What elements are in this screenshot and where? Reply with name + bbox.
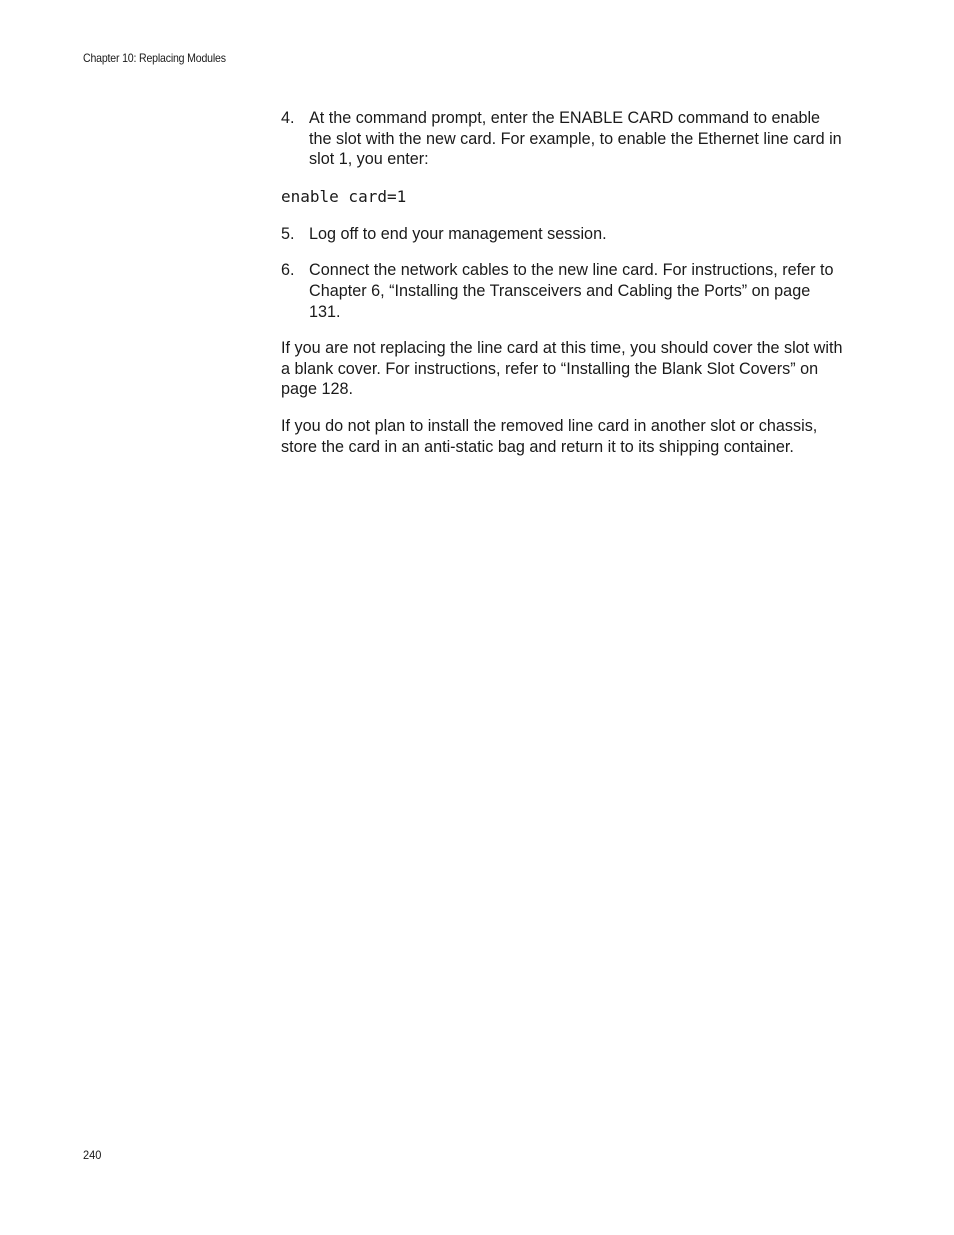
step-text: Connect the network cables to the new line card. For instructions, refer to Chapter 6, “Installing the Transceivers and Cabling the Ports” on page 131.	[309, 261, 834, 321]
step-6	[281, 260, 846, 322]
running-header: Chapter 10: Replacing Modules	[83, 51, 226, 65]
code-example: enable card=1	[281, 186, 407, 206]
step-number: 5.	[281, 224, 295, 243]
step-text: At the command prompt, enter the ENABLE CARD command to enable the slot with the new card. For example, to enable the Ethernet line card in slot 1, you enter:	[309, 109, 842, 169]
step-4	[281, 108, 846, 170]
paragraph-storage: If you do not plan to install the removed line card in another slot or chassis, store the card in an anti-static bag and return it to its shipping container.	[281, 416, 818, 456]
step-text: Log off to end your management session.	[309, 224, 607, 243]
step-number: 4.	[281, 109, 295, 127]
step-number: 6.	[281, 261, 295, 280]
main-content	[281, 108, 846, 457]
paragraph-blank-cover: If you are not replacing the line card at this time, you should cover the slot with a blank cover. For instructions, refer to “Installing the Blank Slot Covers” on page 128.	[281, 339, 843, 399]
step-5	[281, 224, 846, 245]
page-number: 240	[83, 1148, 102, 1162]
